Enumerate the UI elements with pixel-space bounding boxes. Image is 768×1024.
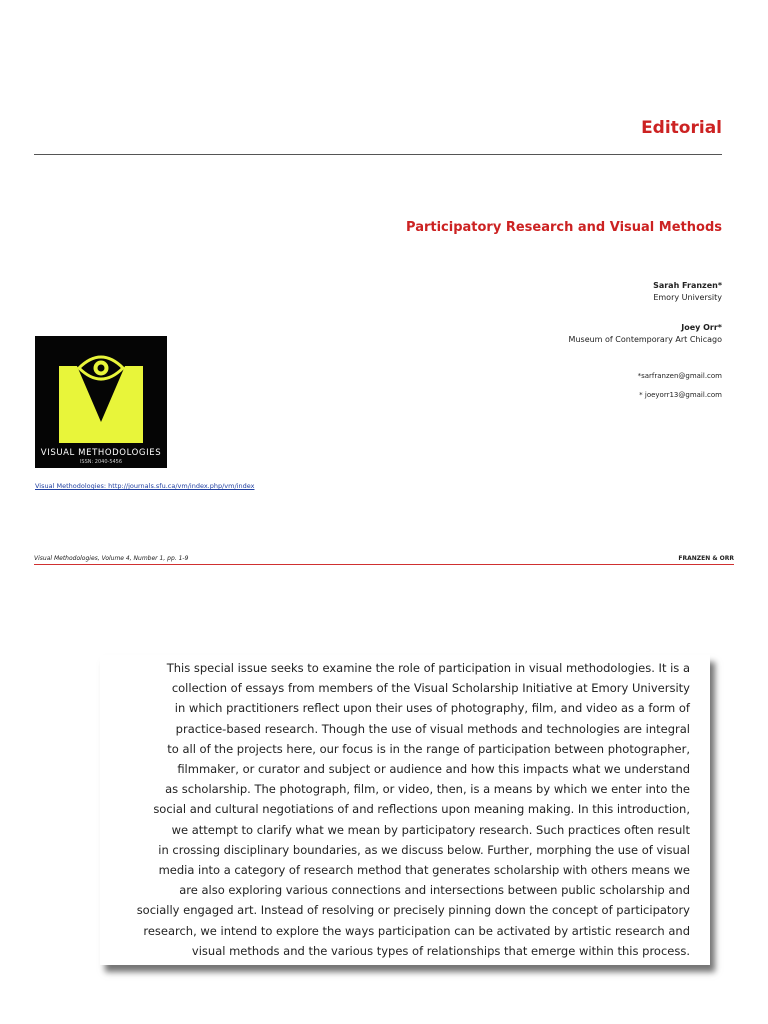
section-title: Editorial — [641, 118, 722, 138]
abstract-line: This special issue seeks to examine the role of participation in visual methodologies. It is a — [166, 661, 690, 675]
abstract-line: filmmaker, or curator and subject or audience and how this impacts what we understand — [177, 762, 690, 777]
logo-title: VISUAL METHODOLOGIES — [40, 448, 162, 458]
abstract-line: are also exploring various connections and intersections between public scholarship and — [179, 883, 690, 898]
running-author: FRANZEN & ORR — [678, 555, 734, 562]
abstract-line: research, we intend to explore the ways participation can be activated by artistic research and — [143, 923, 690, 938]
abstract-box — [100, 655, 710, 965]
abstract-line: visual methods and the various types of relationships that emerge within this process. — [191, 943, 690, 958]
abstract-line: as scholarship. The photograph, film, or video, then, is a means by which we enter into the — [165, 782, 690, 797]
abstract-line: to all of the projects here, our focus is in the range of participation between photographer, — [167, 741, 690, 756]
journal-url-link[interactable]: Visual Methodologies: http://journals.sfu.ca/vm/index.php/vm/index — [35, 482, 255, 490]
abstract-line: we attempt to clarify what we mean by participatory research. Such practices often result — [171, 822, 690, 837]
header-divider — [34, 154, 722, 155]
author-affiliation: Emory University — [653, 293, 722, 302]
author-block-1 — [653, 280, 722, 304]
citation-divider — [34, 564, 734, 565]
logo-issn: ISSN: 2040-5456 — [79, 459, 123, 465]
abstract-text — [100, 658, 690, 961]
abstract-line: in crossing disciplinary boundaries, as we discuss below. Further, morphing the use of visual — [158, 842, 690, 857]
article-title: Participatory Research and Visual Methods — [406, 220, 722, 235]
journal-logo — [35, 336, 167, 468]
author-name: Joey Orr* — [681, 323, 722, 332]
abstract-line: collection of essays from members of the Visual Scholarship Initiative at Emory University — [171, 681, 690, 696]
journal-citation: Visual Methodologies, Volume 4, Number 1, pp. 1-9 — [34, 555, 189, 562]
abstract-line: social and cultural negotiations of and reflections upon meaning making. In this introduction, — [153, 802, 690, 817]
author-email-2[interactable]: * joeyorr13@gmail.com — [639, 391, 722, 399]
abstract-line: practice-based research. Though the use of visual methods and technologies are integral — [175, 721, 690, 736]
author-email-1[interactable]: *sarfranzen@gmail.com — [637, 372, 722, 380]
author-name: Sarah Franzen* — [653, 281, 722, 290]
author-block-2 — [569, 322, 722, 346]
abstract-line: media into a category of research method that generates scholarship with others means we — [158, 863, 690, 878]
author-affiliation: Museum of Contemporary Art Chicago — [568, 335, 722, 344]
abstract-line: in which practitioners reflect upon their uses of photography, film, and video as a form of — [174, 701, 690, 716]
abstract-line: socially engaged art. Instead of resolving or precisely pinning down the concept of participatory — [136, 903, 690, 918]
